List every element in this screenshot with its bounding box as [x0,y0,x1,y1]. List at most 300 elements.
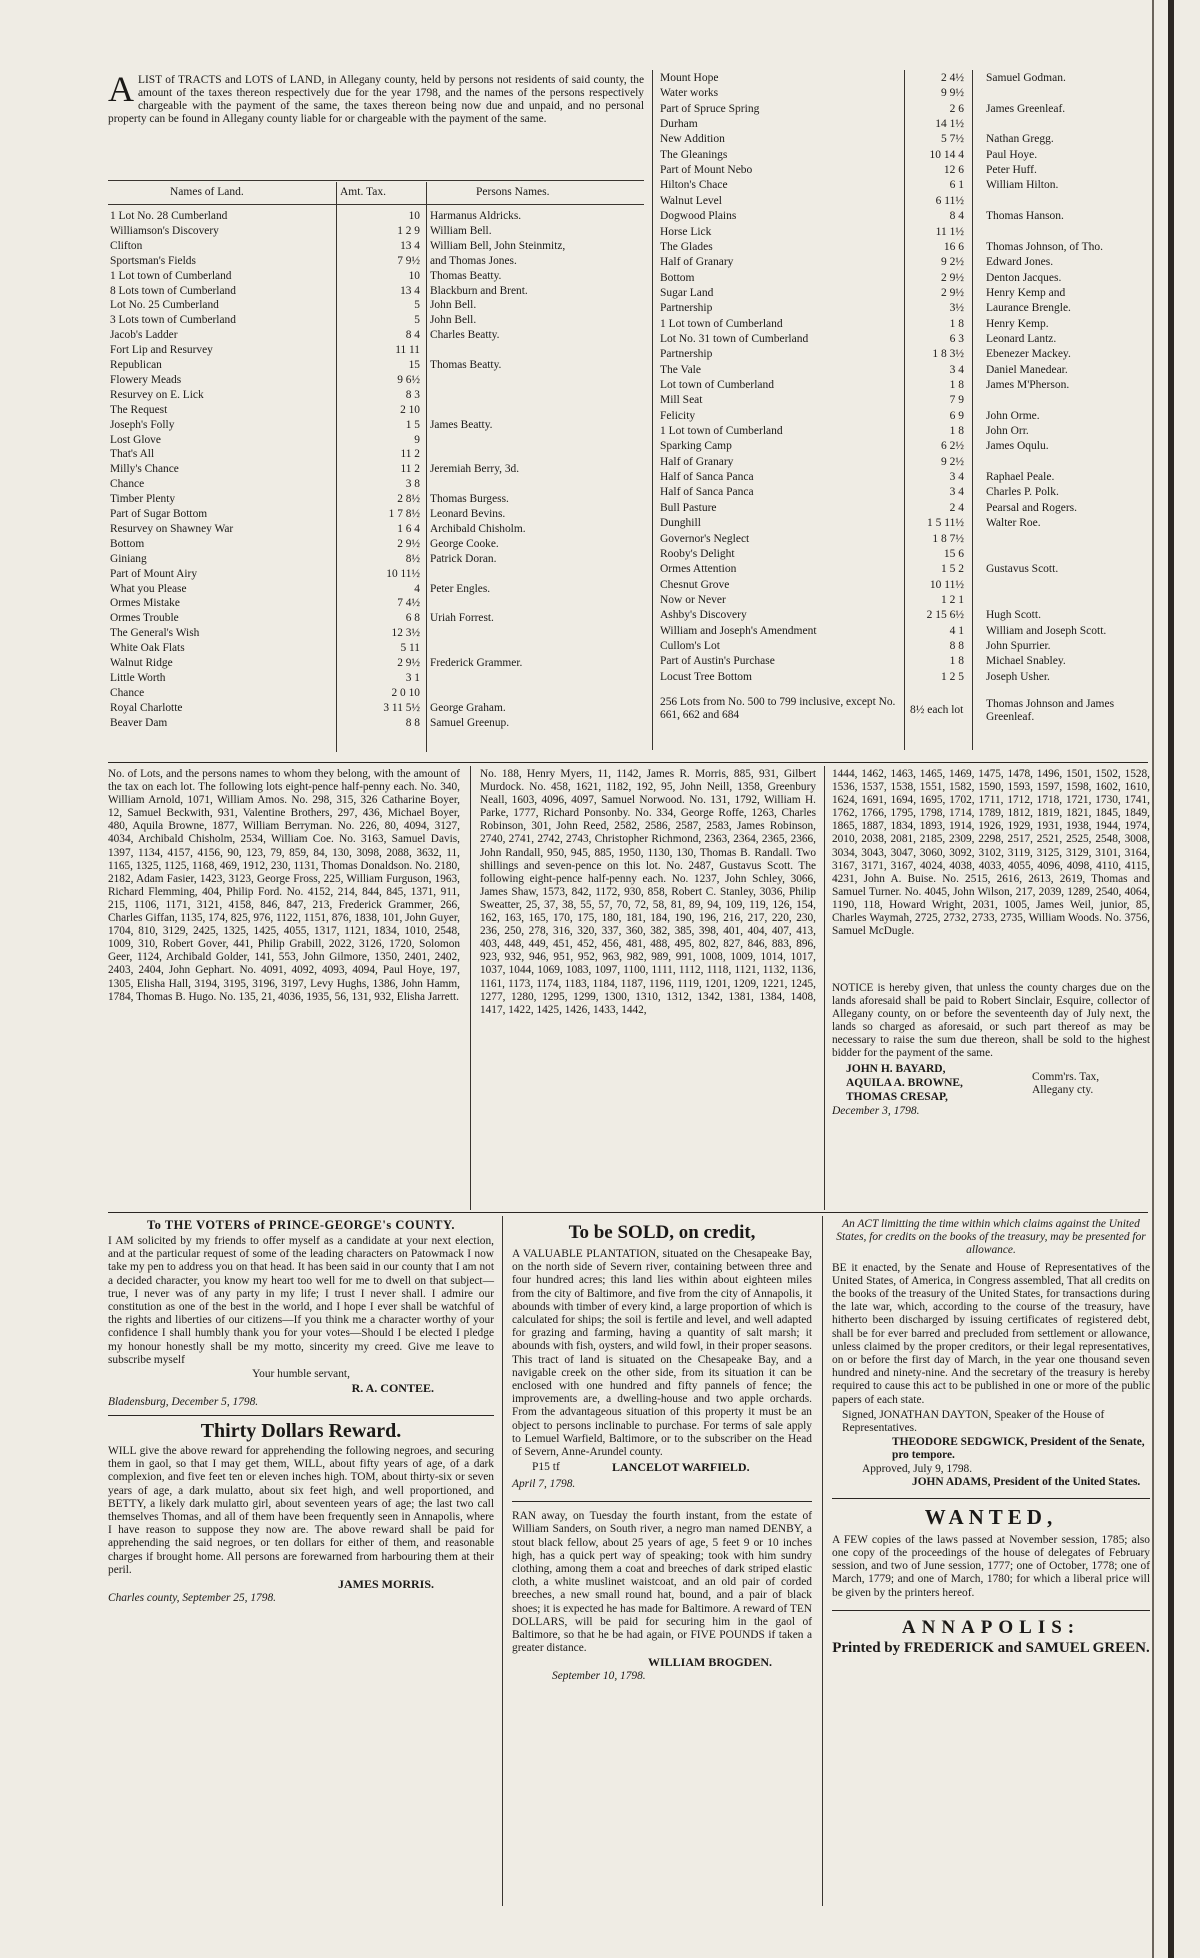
row-name: Partnership [660,348,713,361]
row-name: 1 Lot No. 28 Cumberland [110,210,228,222]
reward-date: Charles county, September 25, 1798. [108,1592,276,1605]
row-amt: 10 [408,269,420,282]
row-person: James Greenleaf. [986,102,1066,115]
wanted-title: WANTED, [924,1504,1058,1529]
row-person: Joseph Usher. [986,670,1050,683]
row-amt: 7 4½ [397,597,420,610]
row-amt: 2 4½ [941,72,964,84]
act-approved: Approved, July 9, 1798. [862,1462,973,1475]
row-person: Raphael Peale. [986,471,1055,484]
row-person: Paul Hoye. [986,148,1038,161]
row-amt: 3 4 [949,471,964,484]
row-name: Part of Mount Nebo [660,164,753,177]
sig-bayard: JOHN H. BAYARD, [846,1062,946,1075]
row-person: George Cooke. [430,537,499,550]
sold-sign-row [512,1461,812,1477]
lots-amount: 8½ each lot [910,704,964,716]
row-name: Horse Lick [660,225,712,238]
header-persons-names: Persons Names. [476,186,550,198]
table-row [110,702,650,715]
runaway-date: September 10, 1798. [552,1670,646,1683]
row-amt: 1 8 3½ [932,348,964,361]
row-name: 8 Lots town of Cumberland [110,284,236,297]
row-name: Half of Sanca Panca [660,471,754,484]
row-amt: 5 11 [400,642,420,655]
signature-block [832,1063,1150,1117]
lots-persons: Thomas Johnson and James Greenleaf. [986,698,1115,724]
row-amt: 1 5 2 [941,563,964,576]
row-amt: 12 3½ [391,627,420,640]
row-name: Part of Sugar Bottom [110,508,208,520]
row-person: George Graham. [430,701,506,714]
row-person: Nathan Gregg. [986,133,1054,146]
lots-list-col3: 1444, 1462, 1463, 1465, 1469, 1475, 1478, 1496, 1501, 1502, 1528, 1536, 1537, 1538, 1551, 1582, 1590, 1593, 1597, 1598, 1602, 1610, 1624, 1691, 1694, 1695, 1702, 1711, 1712, 1718, 1721, 1730, 1741, 1762, 1766, 1795, 1798, 1714, 1789, 1812, 1819, 1821, 1845, 1849, 1865, 1887, 1834, 1893, 1914, 1926, 1929, 1931, 1938, 1944, 1974, 2010, 2038, 2081, 2185, 2309, 2298, 2517, 2521, 2525, 2548, 3008, 3034, 3043, 3047, 3060, 3092, 3102, 3119, 3125, 3129, 3101, 3164, 3167, 3171, 3167, 4024, 4038, 4033, 4055, 4096, 4098, 4110, 4115, 4231, John A. Buise. No. 2515, 2616, 2613, 2619, Thomas and Samuel Turner. No. 4045, John Wilson, 217, 2039, 1289, 2540, 4064, 1190, 118, Howard Wright, 2031, 1005, James Weil, junior, 85, Charles Waymah, 2725, 2732, 2733, 2735, William Woods. No. 3756, Samuel McDugle. [832,768,1150,938]
row-amt: 9 2½ [941,455,964,468]
row-person: Frederick Grammer. [430,657,523,669]
row-name: The Vale [660,363,701,376]
table-row [110,255,650,268]
table-row [110,359,650,372]
table-row [110,463,650,476]
row-person: Thomas Beatty. [430,269,502,282]
row-person: Samuel Greenup. [430,716,510,729]
row-name: Part of Mount Airy [110,567,198,580]
table-row [110,314,650,327]
table-row [110,568,650,581]
divider-lots-2 [824,766,825,1210]
row-name: White Oak Flats [110,642,185,655]
table-row [110,210,650,223]
row-name: Mill Seat [660,394,703,407]
voters-title: To THE VOTERS of PRINCE-GEORGE's COUNTY. [146,1218,455,1232]
voters-body: I AM solicited by my friends to offer myself as a candidate at your next election, and at the particular request of some of the leading characters on Patowmack I now take my pen to address you on that head. It has been said in our county that I am not a decided character, you know my heart too well for me to dwell on that subject—true, I never was of any party in my life; I trust I never shall. I admire our constitution as one of the best in the world, and I hope I ever shall be watchful of the rights and liberties of our citizens—If you think me a character worthy of your confidence I shall humbly thank you for your votes—Should I be elected I pledge my honour honestly shall be my motto, sincerity my creed. Give me leave to subscribe myself [108,1235,494,1366]
row-amt: 8 4 [949,210,964,223]
row-name: Flowery Meads [110,373,182,386]
row-person: Blackburn and Brent. [430,284,528,297]
row-amt: 8 8 [405,716,420,729]
row-name: Half of Granary [660,256,734,269]
row-amt: 1 8 7½ [932,532,964,545]
row-amt: 11 11 [395,344,420,357]
row-amt: 7 9½ [397,254,420,267]
row-name: Durham [660,118,698,131]
row-name: Joseph's Folly [110,418,175,431]
row-amt: 11 2 [400,463,420,476]
row-amt: 1 5 11½ [927,517,964,530]
row-name: The General's Wish [110,627,200,640]
row-amt: 2 15 6½ [926,609,964,622]
row-name: Rooby's Delight [660,547,735,560]
row-person: Laurance Brengle. [986,302,1071,315]
row-amt: 1 2 5 [941,670,964,683]
row-person: Pearsal and Rogers. [986,501,1078,514]
reward-signer: JAMES MORRIS. [337,1577,434,1592]
row-name: Jacob's Ladder [110,329,178,342]
row-amt: 1 6 4 [397,522,420,535]
row-person: William and Joseph Scott. [986,624,1107,637]
row-name: Williamson's Discovery [110,224,219,237]
row-name: Ormes Attention [660,563,737,576]
row-name: Ormes Mistake [110,597,180,610]
row-amt: 13 4 [400,284,420,297]
row-name: Sportsman's Fields [110,254,196,267]
row-person: Samuel Godman. [986,72,1066,84]
sold-code: P15 tf [532,1461,560,1474]
voters-date: Bladensburg, December 5, 1798. [108,1396,259,1409]
row-amt: 6 1 [949,179,964,192]
row-person: Thomas Hanson. [986,210,1064,223]
tracts-intro-text: LIST of TRACTS and LOTS of LAND, in Allegany county, held by persons not residents of said county, the amount of the taxes thereon respectively due for the year 1798, and the names of the persons respectively chargeable with the payment of the same, the taxes thereon being now due and unpaid, and no personal property can be found in Allegany county liable for or chargeable with the payment of the same. [108,74,644,125]
row-name: The Request [110,403,168,416]
table-row [110,627,650,640]
row-person: Thomas Burgess. [430,493,509,506]
row-person: Thomas Beatty. [430,359,502,371]
row-amt: 6 3 [949,332,964,345]
row-person: John Spurrier. [986,639,1051,652]
row-person: Archibald Chisholm. [430,522,526,535]
row-person: Charles P. Polk. [986,486,1059,499]
act-signed-2: THEODORE SEDGWICK, President of the Senate, pro tempore. [892,1435,1145,1462]
sig-cresap: THOMAS CRESAP, [846,1090,948,1103]
row-amt: 10 11½ [386,567,420,580]
row-amt: 2 9½ [941,271,964,284]
table-row [110,642,650,655]
row-name: William and Joseph's Amendment [660,624,817,637]
row-name: Lot town of Cumberland [660,379,775,391]
row-amt: 5 [414,299,420,312]
row-person: Daniel Manedear. [986,363,1068,376]
voters-closing: Your humble servant, [252,1368,350,1381]
sold-body: A VALUABLE PLANTATION, situated on the Chesapeake Bay, on the north side of Severn river, containing between three and four hundred acres; this land lies within about eighteen miles from the city of Baltimore, and five from the city of Annapolis, it abounds with timber of every kind, a large proportion of which is calculated for ships; the soil is fertile and level, and well adapted for grazing and farming, having a quantity of salt marsh; it abounds with fish, oysters, and wild fowl, in their proper seasons. This tract of land is situated on the Chesapeake Bay, and a navigable creek on the other side, from its situation it can be enclosed with one hundred and fifty pannels of fence; the improvements are, a dwelling-house and two apple orchards. From the advantageous situation of this property it must be an object to persons inclinable to purchase. For terms of sale apply to Lemuel Warfield, Baltimore, or to the subscriber on the Head of Severn, Anne-Arundel county. [512,1248,812,1459]
table-row [110,299,650,312]
sig-role: Comm'rs. Tax, Allegany cty. [1032,1070,1100,1096]
rule-above-imprint [832,1610,1150,1611]
row-amt: 3 11 5½ [383,701,420,714]
table-row [110,240,650,253]
row-amt: 1 8 [949,317,964,330]
header-amt-tax: Amt. Tax. [340,186,386,198]
row-name: Partnership [660,302,713,315]
row-amt: 1 5 [405,418,420,431]
row-person: Michael Snabley. [986,655,1066,668]
row-name: New Addition [660,133,725,146]
act-signed-1: Signed, JONATHAN DAYTON, Speaker of the House of Representatives. [842,1408,1105,1435]
table-row [110,523,650,536]
notice-text: NOTICE is hereby given, that unless the county charges due on the lands aforesaid shall be paid to Robert Sinclair, Esquire, collector of Allegany county, on or before the seventeenth day of July next, the lands so charged as aforesaid, or such part thereof as may be necessary to raise the sum due thereon, shall be sold to the highest bidder for the payment of the same. [832,982,1150,1060]
row-amt: 9 9½ [941,87,964,100]
sold-date: April 7, 1798. [512,1478,576,1491]
table-row [110,657,650,670]
row-person: Hugh Scott. [986,609,1041,622]
rule-above-lots-list [108,762,1148,763]
row-name: Chesnut Grove [660,578,730,591]
divider-lower-1 [502,1216,503,1906]
table-row [110,419,650,432]
table-row [110,538,650,551]
row-amt: 2 10 [400,403,420,416]
row-amt: 9 [414,433,420,446]
row-name: Resurvey on E. Lick [110,388,204,401]
voters-column [108,1218,494,1605]
row-name: Cullom's Lot [660,639,720,652]
table-top-rule [108,180,644,181]
row-amt: 3 1 [405,671,420,684]
row-amt: 14 1½ [935,118,964,131]
divider-lots-1 [470,766,471,1210]
divider-lower-2 [822,1216,823,1906]
row-amt: 10 14 4 [929,148,964,161]
row-person: Gustavus Scott. [986,563,1059,576]
row-amt: 11 1½ [935,225,964,238]
row-amt: 1 2 9 [397,224,420,237]
row-name: Sugar Land [660,286,714,299]
row-name: Walnut Level [660,194,722,207]
row-amt: 6 9 [949,409,964,422]
row-person: John Orme. [986,409,1040,422]
table-row [110,285,650,298]
runaway-body: RAN away, on Tuesday the fourth instant, from the estate of William Sanders, on South river, a negro man named DENBY, a stout black fellow, about 25 years of age, 5 feet 9 or 10 inches high, has a quick pert way of speaking; took with him sundry clothing, among them a coat and breeches of dark striped elastic cloth, a white muslinet waistcoat, and an old pair of corded breeches, a new small round hat, bound, and a pair of black shoes; it is expected he has made for Baltimore. A reward of TEN DOLLARS, will be paid for securing him in the gaol of Baltimore, so that he be had again, or FIVE POUNDS if taken a greater distance. [512,1510,812,1655]
row-amt: 9 6½ [397,373,420,386]
row-name: Half of Sanca Panca [660,486,754,499]
table-row [110,270,650,283]
row-amt: 2 4 [949,501,964,514]
row-person: Patrick Doran. [430,552,497,565]
row-amt: 8 4 [405,329,420,342]
row-person: Charles Beatty. [430,329,500,342]
row-amt: 2 9½ [397,657,420,669]
row-name: Ormes Trouble [110,612,179,625]
row-name: Clifton [110,239,143,252]
row-name: Lot No. 31 town of Cumberland [660,332,809,345]
row-amt: 5 7½ [941,133,964,146]
row-person: Henry Kemp and [986,286,1066,299]
row-amt: 12 6 [943,164,964,177]
row-person: James Beatty. [430,418,493,431]
row-name: Governor's Neglect [660,532,750,545]
row-person: Leonard Lantz. [986,332,1057,345]
rule-above-runaway [512,1501,812,1502]
row-name: Bottom [110,537,145,550]
drop-cap: A [108,69,134,109]
table-row [110,404,650,417]
row-amt: 1 8 [949,379,964,391]
row-name: Ashby's Discovery [660,609,747,622]
act-column [832,1218,1150,1657]
lots-note-text: 256 Lots from No. 500 to 799 inclusive, except No. 661, 662 and 684 [660,696,896,721]
header-names-of-land: Names of Land. [170,186,244,198]
lots-list-col2: No. 188, Henry Myers, 11, 1142, James R. Morris, 885, 931, Gilbert Murdock. No. 458, 1621, 1182, 192, 95, John Neill, 1358, Greenbury Neall, 1603, 4096, 4097, Samuel Norwood. No. 131, 1792, William H. Parke, 1777, Richard Ponsonby. No. 334, George Roffe, 1263, Charles Robinson, 301, John Reed, 2582, 2586, 2587, 2583, James Robinson, 2740, 2741, 2742, 2743, Christopher Richmond, 2363, 2364, 2365, 2366, John Randall, 950, 945, 885, 1950, 1130, 130, Thomas B. Randall. Two shillings and seven-pence on this lot. No. 2487, Gustavus Scott. The following eight-pence half-penny each. No. 1237, John Schley, 3066, James Shaw, 1573, 842, 1172, 930, 858, Robert C. Stanley, 3036, Philip Sweatter, 25, 37, 38, 55, 57, 70, 72, 58, 81, 89, 94, 109, 119, 126, 154, 162, 163, 165, 170, 175, 180, 181, 184, 190, 196, 216, 217, 220, 230, 236, 250, 278, 316, 320, 337, 360, 382, 385, 398, 401, 404, 407, 413, 403, 448, 449, 451, 452, 456, 481, 488, 495, 802, 827, 846, 883, 896, 923, 932, 946, 951, 952, 963, 982, 989, 991, 1008, 1009, 1014, 1017, 1037, 1044, 1069, 1083, 1097, 1100, 1111, 1112, 1118, 1121, 1132, 1136, 1161, 1173, 1174, 1183, 1184, 1187, 1196, 1119, 1201, 1209, 1221, 1245, 1277, 1280, 1295, 1299, 1300, 1310, 1312, 1342, 1381, 1384, 1408, 1417, 1422, 1425, 1426, 1433, 1442, [480,768,816,1016]
imprint-city: ANNAPOLIS: [901,1616,1081,1638]
lots-list-col3-block [832,768,1150,1117]
row-person: Walter Roe. [986,517,1041,530]
row-amt: 6 11½ [935,194,964,207]
row-name: Lost Glove [110,433,161,446]
row-amt: 15 6 [943,547,964,560]
row-amt: 10 [408,210,420,222]
row-amt: 3 4 [949,486,964,499]
row-name: Resurvey on Shawney War [110,522,234,535]
sig-browne: AQUILA A. BROWNE, [846,1076,963,1089]
row-name: Dunghill [660,517,701,530]
table-row [110,344,650,357]
table-row [110,448,650,461]
tracts-intro [108,69,644,126]
table-row [110,687,650,700]
row-name: Now or Never [660,593,726,606]
row-amt: 2 6 [949,102,964,115]
act-body: BE it enacted, by the Senate and House of Representatives of the United States, of America, in Congress assembled, That all credits on the books of the treasury of the United States, for transactions during the late war, which, according to the course of the treasury, have hitherto been discharged by issuing certificates of registered debt, shall be for ever barred and precluded from settlement or allowance, unless claimed by the proper creditors, or their legal representatives, on or before the first day of March, in the year one thousand seven hundred and ninety-nine. And the secretary of the treasury is hereby required to cause this act to be published in one or more of the public papers of each state. [832,1261,1150,1406]
row-person: John Orr. [986,425,1029,438]
wanted-body: A FEW copies of the laws passed at November session, 1785; also one copy of the proceedings of the house of delegates of February session, and two of June session, 1777; one of October, 1778; one of March, 1779; and one of March, 1780; for which a liberal price will be given by the printers hereof. [832,1533,1150,1599]
imprint-printed-by: Printed by FREDERICK and SAMUEL GREEN. [832,1639,1150,1656]
row-amt: 2 9½ [397,537,420,550]
row-name: Part of Austin's Purchase [660,655,775,668]
right-table-vline-1 [904,70,905,750]
row-person: James M'Pherson. [986,379,1070,391]
row-amt: 1 8 [949,655,964,668]
row-person: Denton Jacques. [986,271,1062,284]
row-name: Little Worth [110,671,166,684]
row-amt: 1 2 1 [941,593,964,606]
table-row [110,672,650,685]
reward-title: Thirty Dollars Reward. [200,1420,402,1443]
row-amt: 11 2 [400,448,420,461]
row-amt: 3½ [949,302,964,315]
page-edge-binding [1168,0,1174,1958]
row-amt: 2 8½ [397,493,420,506]
row-person: and Thomas Jones. [430,254,517,267]
row-amt: 2 9½ [941,286,964,299]
lots-list-col1: No. of Lots, and the persons names to whom they belong, with the amount of the tax on each lot. The following lots eight-pence half-penny each. No. 340, William Arnold, 1071, William Amos. No. 298, 315, 326 Catharine Boyer, 12, Samuel Beckwith, 931, Valentine Brothers, 297, 436, Michael Boyer, 480, Aquila Browne, 1877, William Berryman. No. 226, 80, 4094, 3127, 4034, Archibald Chisholm, 2534, William Coe. No. 3163, Samuel Davis, 1397, 1134, 4157, 4156, 90, 123, 79, 859, 84, 130, 3098, 2088, 3632, 11, 1165, 1325, 1125, 1168, 469, 1912, 230, 1131, Thomas Donaldson. No. 2180, 2182, Adam Fasier, 1423, 3123, George Fross, 225, William Furguson, 1963, Richard Flemming, 404, Philip Ford. No. 4152, 214, 844, 845, 1371, 911, 215, 1106, 1171, 3121, 4158, 846, 847, 213, Frederick Grammer, 266, Charles Giffan, 1135, 174, 825, 976, 1122, 1151, 876, 1838, 101, John Guyer, 1704, 810, 3129, 2425, 1325, 1425, 4055, 1317, 1121, 1834, 1010, 2548, 1009, 310, Robert Gover, 441, Philip Grabill, 2022, 3126, 1720, Solomon Geer, 1124, Archibald Golder, 141, 553, John Gilmore, 1350, 2401, 2402, 2403, 2404, John Gephart. No. 4091, 4092, 4093, 4094, Paul Hoye, 197, 1305, Elisha Hall, 3194, 3195, 3196, 3197, Levy Hughs, 1386, John Hamm, 1784, Thomas B. Hugo. No. 135, 21, 4036, 1935, 56, 131, 932, Elisha Jarrett. [108,768,460,1003]
row-person: William Bell. [430,224,492,237]
row-name: Walnut Ridge [110,657,173,669]
row-person: William Hilton. [986,179,1059,192]
row-name: Royal Charlotte [110,701,183,714]
row-name: 1 Lot town of Cumberland [110,269,232,282]
notice-date: December 3, 1798. [832,1104,920,1117]
row-name: Water works [660,87,719,100]
table-row [110,329,650,342]
table-row [110,493,650,506]
row-name: Half of Granary [660,455,734,468]
table-row [110,478,650,491]
row-name: That's All [110,448,155,461]
row-name: Beaver Dam [110,716,168,729]
row-person: John Bell. [430,299,477,312]
table-row [110,612,650,625]
rule-above-reward [108,1415,494,1416]
row-amt: 15 [408,359,420,371]
row-name: Dogwood Plains [660,210,737,223]
row-person: John Bell. [430,314,477,327]
row-name: Fort Lip and Resurvey [110,344,213,357]
row-person: Jeremiah Berry, 3d. [430,463,520,476]
table-row [110,717,650,730]
row-amt: 4 [414,582,420,595]
table-row [110,553,650,566]
row-amt: 8 8 [949,639,964,652]
row-name: Mount Hope [660,72,719,84]
row-name: Locust Tree Bottom [660,670,753,683]
row-person: Edward Jones. [986,256,1054,269]
row-person: Leonard Bevins. [430,508,506,520]
row-name: Lot No. 25 Cumberland [110,299,219,312]
row-name: 1 Lot town of Cumberland [660,317,783,330]
row-name: Hilton's Chace [660,179,728,192]
row-name: Republican [110,359,162,371]
row-amt: 8 3 [405,388,420,401]
row-name: 3 Lots town of Cumberland [110,314,236,327]
row-amt: 4 1 [949,624,964,637]
act-title: An ACT limitting the time within which claims against the United States, for credits on the books of the treasury, may be presented for allowance. [836,1218,1146,1257]
row-amt: 6 8 [405,612,420,625]
right-table-vline-2 [972,70,973,750]
table-row [110,508,650,521]
row-name: Sparking Camp [660,440,732,453]
row-name: The Glades [660,240,713,253]
runaway-signer: WILLIAM BROGDEN. [647,1655,772,1670]
rule-above-lower-section [108,1212,1148,1213]
row-name: Chance [110,686,145,699]
row-amt: 7 9 [949,394,964,407]
sold-column [512,1222,812,1683]
row-name: Part of Spruce Spring [660,102,760,115]
row-name: What you Please [110,582,187,595]
table-row [110,225,650,238]
row-name: 1 Lot town of Cumberland [660,425,783,438]
row-amt: 8½ [405,552,420,565]
row-amt: 1 7 8½ [388,508,420,520]
row-amt: 5 [414,314,420,327]
row-amt: 9 2½ [941,256,964,269]
table-row [110,434,650,447]
row-name: Chance [110,478,145,491]
row-name: The Gleanings [660,148,728,161]
row-name: Felicity [660,409,696,422]
table-header-rule [108,204,644,205]
row-name: Bottom [660,271,695,284]
column-divider-top [652,70,653,750]
row-amt: 3 4 [949,363,964,376]
row-person: Henry Kemp. [986,317,1049,330]
row-person: Harmanus Aldricks. [430,210,522,222]
row-name: Milly's Chance [110,463,179,476]
reward-body: WILL give the above reward for apprehending the following negroes, and securing them in gaol, so that I may get them, WILL, about fifty years of age, of a dark complexion, and five feet ten or eleven inches high. TOM, about thirty-six or seven years of age, a dark mulatto, about six feet high, and well proportioned, and BETTY, a likely dark mulatto girl, about seventeen years of age; the last two call themselves Thomas, and all of them have been frequently seen in Annapolis, where I have reason to suppose they now are. The above reward shall be paid for apprehending the said negroes, or ten dollars for either of them, and reasonable charges if brought home. All persons are forewarned from harbouring them at their peril. [108,1445,494,1576]
sold-title: To be SOLD, on credit, [568,1222,756,1243]
row-amt: 6 2½ [941,440,964,453]
row-person: Uriah Forrest. [430,612,494,625]
row-amt: 2 0 10 [391,686,420,699]
row-amt: 16 6 [943,240,964,253]
row-amt: 10 11½ [929,578,964,591]
row-name: Timber Plenty [110,493,176,506]
row-amt: 13 4 [400,239,420,252]
row-person: Thomas Johnson, of Tho. [986,240,1104,253]
table-row [110,597,650,610]
table-row [110,374,650,387]
row-name: Bull Pasture [660,501,717,514]
lots-note [660,696,900,722]
row-amt: 3 8 [405,478,420,491]
row-amt: 1 8 [949,425,964,438]
rule-above-wanted [832,1498,1150,1499]
row-person: Ebenezer Mackey. [986,348,1071,361]
row-person: Peter Engles. [430,582,491,595]
act-signed-3: JOHN ADAMS, President of the United States. [912,1476,1141,1489]
voters-signer: R. A. CONTEE. [351,1381,434,1396]
row-person: James Oqulu. [986,440,1049,453]
page-edge-rule [1152,0,1154,1958]
